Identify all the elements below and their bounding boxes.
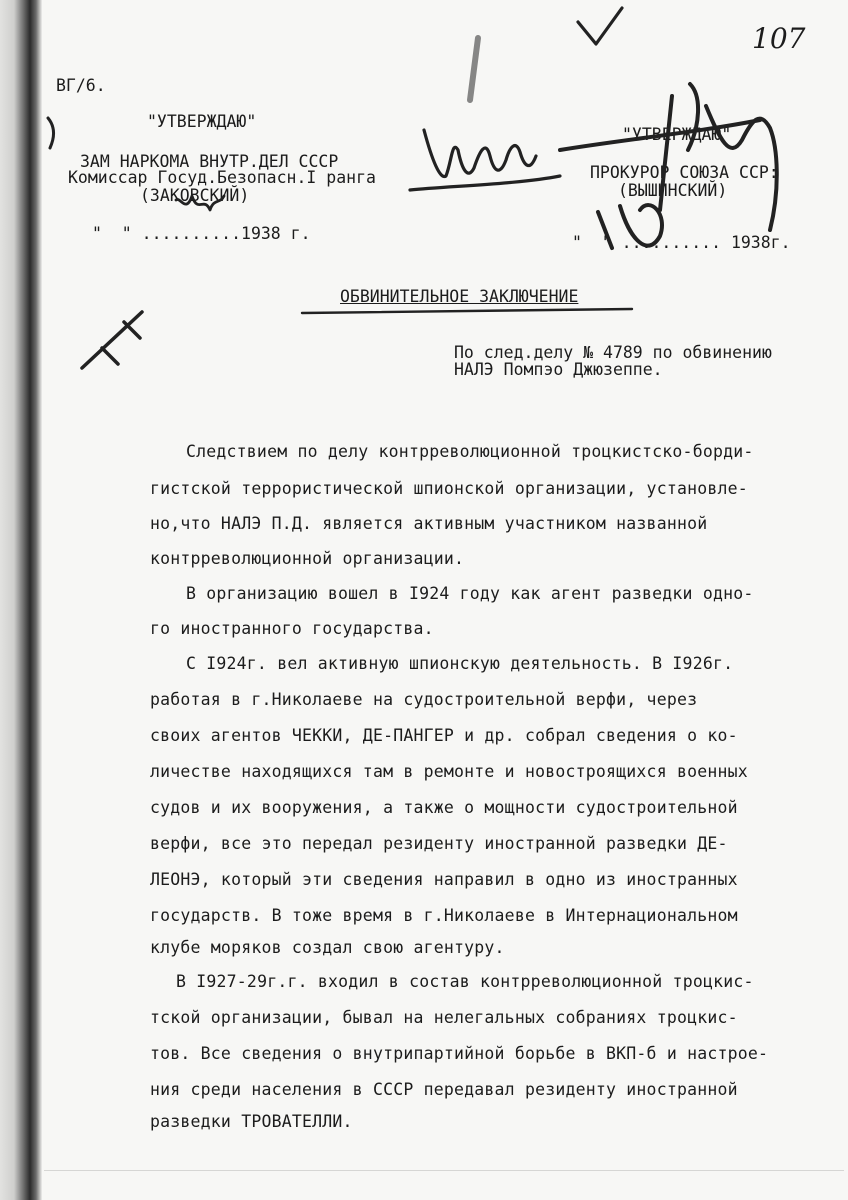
- body-line: тов. Все сведения о внутрипартийной борьбе в ВКП-б и настрое-: [150, 1044, 769, 1063]
- body-line: клубе моряков создал свою агентуру.: [150, 938, 505, 957]
- body-line: работая в г.Николаеве на судостроительной верфи, через: [150, 690, 698, 709]
- initials-scribble: [176, 196, 224, 210]
- body-line: контрреволюционной организации.: [150, 549, 465, 568]
- signature-zakovsky: [410, 130, 560, 190]
- body-line: ЛЕОНЭ, который эти сведения направил в одно из иностранных: [150, 870, 738, 889]
- left-position-line2: Комиссар Госуд.Безопасн.I ранга: [68, 168, 376, 187]
- body-line: С I924г. вел активную шпионскую деятельность. В I926г.: [186, 654, 734, 673]
- body-line: тской организации, бывал на нелегальных собраниях троцкис-: [150, 1008, 738, 1027]
- left-date: " " ..........1938 г.: [92, 224, 311, 243]
- pencil-stroke: [470, 38, 478, 100]
- case-reference-line1: По след.делу № 4789 по обвинению: [454, 343, 772, 362]
- check-mark: [578, 8, 622, 44]
- file-code: ВГ/6.: [56, 76, 106, 95]
- title-underline: [302, 309, 632, 313]
- body-line: В организацию вошел в I924 году как агент разведки одно-: [186, 584, 754, 603]
- body-line: гистской террористической шпионской организации, установле-: [150, 479, 748, 498]
- body-line: государств. В тоже время в г.Николаеве в Интернациональном: [150, 906, 738, 925]
- page-fold-line: [44, 1170, 844, 1171]
- body-line: своих агентов ЧЕККИ, ДЕ-ПАНГЕР и др. собрал сведения о ко-: [150, 726, 738, 745]
- roman-one-mark: [82, 312, 142, 368]
- left-signatory-name: (ЗАКОВСКИЙ): [140, 186, 250, 205]
- document-title: ОБВИНИТЕЛЬНОЕ ЗАКЛЮЧЕНИЕ: [340, 287, 579, 306]
- margin-bracket-mark: [48, 118, 54, 148]
- signature-vyshinsky: [560, 84, 777, 248]
- body-line: но,что НАЛЭ П.Д. является активным участником названной: [150, 514, 708, 533]
- body-line: ния среди населения в СССР передавал резиденту иностранной: [150, 1080, 738, 1099]
- body-line: верфи, все это передал резиденту иностранной разведки ДЕ-: [150, 834, 728, 853]
- right-position-line1: ПРОКУРОР СОЮЗА ССР:: [590, 163, 779, 182]
- body-line: разведки ТРОВАТЕЛЛИ.: [150, 1112, 353, 1131]
- left-approve-label: "УТВЕРЖДАЮ": [147, 112, 257, 131]
- right-approve-label: "УТВЕРЖДАЮ": [622, 125, 732, 144]
- body-line: Следствием по делу контрреволюционной троцкистско-борди-: [186, 442, 754, 461]
- right-date: " " .......... 1938г.: [572, 233, 791, 252]
- body-line: личестве находящихся там в ремонте и новостроящихся военных: [150, 762, 748, 781]
- body-line: го иностранного государства.: [150, 619, 434, 638]
- case-reference-line2: НАЛЭ Помпэо Джюзеппе.: [454, 360, 663, 379]
- body-line: В I927-29г.г. входил в состав контрреволюционной троцкис-: [176, 972, 754, 991]
- right-signatory-name: (ВЫШИНСКИЙ): [618, 181, 728, 200]
- page-number: 107: [752, 22, 806, 55]
- body-line: судов и их вооружения, а также о мощности судостроительной: [150, 798, 738, 817]
- left-position-line1: ЗАМ НАРКОМА ВНУТР.ДЕЛ СССР: [80, 152, 339, 171]
